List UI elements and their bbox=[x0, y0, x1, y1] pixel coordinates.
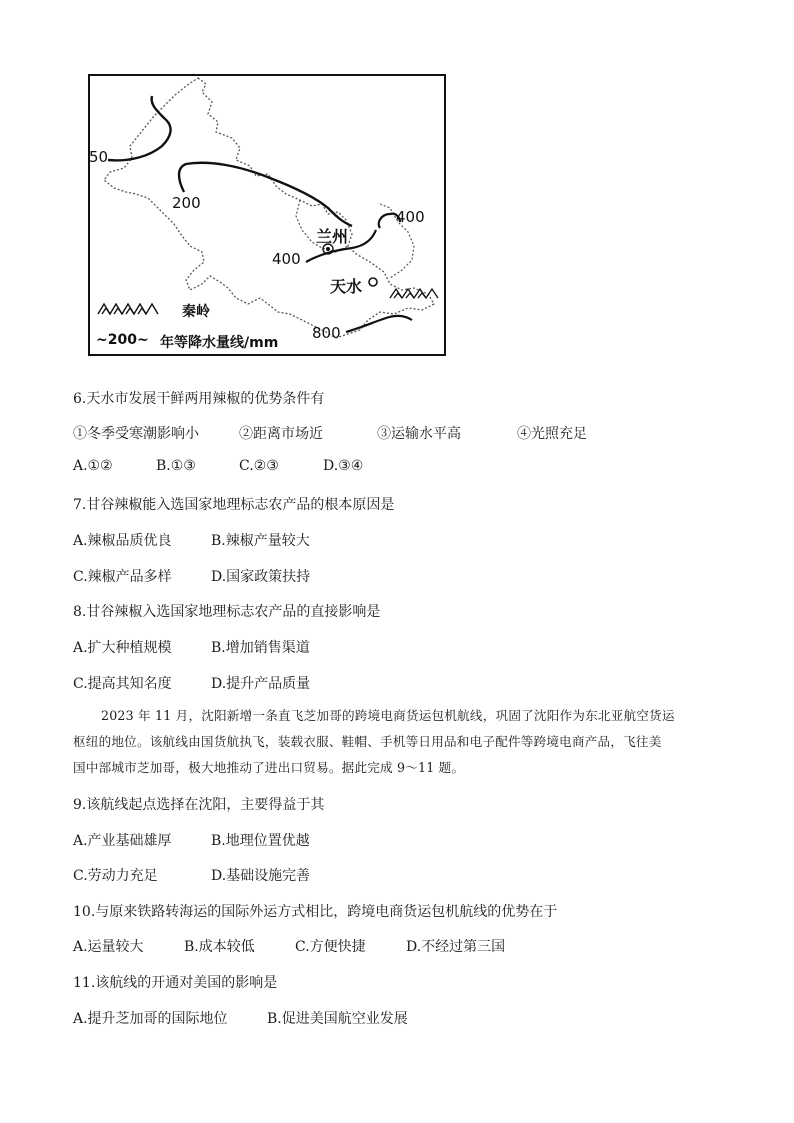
reading-passage bbox=[73, 703, 733, 781]
q7-option-c[interactable]: C.辣椒产品多样 bbox=[73, 569, 172, 585]
q8-option-c[interactable]: C.提高其知名度 bbox=[73, 676, 172, 692]
legend-mountain-symbol bbox=[98, 304, 158, 314]
q7-option-a[interactable]: A.辣椒品质优良 bbox=[73, 533, 172, 549]
isoline-200 bbox=[179, 163, 352, 226]
q6-option-a[interactable]: A.①② bbox=[73, 458, 113, 474]
passage-line-3: 国中部城市芝加哥，极大地推动了进出口贸易。据此完成 9～11 题。 bbox=[73, 760, 465, 775]
question-7-options-row1 bbox=[73, 530, 310, 550]
question-9-stem: 9.该航线起点选择在沈阳，主要得益于其 bbox=[73, 797, 325, 813]
q11-option-a[interactable]: A.提升芝加哥的国际地位 bbox=[73, 1011, 228, 1027]
legend-isoline-label: 年等降水量线/mm bbox=[160, 335, 279, 351]
question-6-items bbox=[73, 423, 587, 443]
question-8-options-row2 bbox=[73, 673, 310, 693]
q8-option-a[interactable]: A.扩大种植规模 bbox=[73, 640, 172, 656]
label-50: 50 bbox=[89, 148, 109, 166]
q6-item-2: ②距离市场近 bbox=[239, 426, 323, 442]
legend-mountain-label: 秦岭 bbox=[182, 304, 210, 320]
map-figure bbox=[88, 74, 446, 356]
label-400-east: 400 bbox=[396, 208, 425, 226]
q6-item-3: ③运输水平高 bbox=[377, 426, 461, 442]
passage-line-2: 枢纽的地位。该航线由国货航执飞，装载衣服、鞋帽、手机等日用品和电子配件等跨境电商产品，飞往美 bbox=[73, 734, 662, 749]
city-lanzhou: 兰州 bbox=[316, 227, 349, 246]
question-9-options-row2 bbox=[73, 865, 310, 885]
q6-option-b[interactable]: B.①③ bbox=[156, 458, 196, 474]
question-8-options-row1 bbox=[73, 637, 310, 657]
question-6-stem: 6.天水市发展干鲜两用辣椒的优势条件有 bbox=[73, 391, 325, 407]
question-11-options bbox=[73, 1008, 408, 1028]
q11-option-b[interactable]: B.促进美国航空业发展 bbox=[267, 1011, 408, 1027]
q7-option-d[interactable]: D.国家政策扶持 bbox=[211, 569, 311, 585]
qinling-mountains bbox=[390, 289, 438, 298]
q10-option-d[interactable]: D.不经过第三国 bbox=[406, 939, 506, 955]
question-7-stem: 7.甘谷辣椒能入选国家地理标志农产品的根本原因是 bbox=[73, 497, 395, 513]
question-11-stem: 11.该航线的开通对美国的影响是 bbox=[73, 975, 278, 991]
q6-option-c[interactable]: C.②③ bbox=[239, 458, 279, 474]
q8-option-b[interactable]: B.增加销售渠道 bbox=[211, 640, 310, 656]
q6-item-1: ①冬季受寒潮影响小 bbox=[73, 426, 199, 442]
gansu-precipitation-map bbox=[90, 76, 444, 354]
isoline-50 bbox=[108, 96, 171, 160]
q9-option-b[interactable]: B.地理位置优越 bbox=[211, 833, 310, 849]
q6-option-d[interactable]: D.③④ bbox=[323, 458, 364, 474]
label-400-west: 400 bbox=[272, 250, 301, 268]
q9-option-d[interactable]: D.基础设施完善 bbox=[211, 868, 311, 884]
label-200: 200 bbox=[172, 194, 201, 212]
question-10-stem: 10.与原来铁路转海运的国际外运方式相比，跨境电商货运包机航线的优势在于 bbox=[73, 904, 558, 920]
q9-option-c[interactable]: C.劳动力充足 bbox=[73, 868, 158, 884]
q10-option-c[interactable]: C.方便快捷 bbox=[295, 939, 366, 955]
question-7-options-row2 bbox=[73, 566, 310, 586]
tianshui-symbol bbox=[369, 278, 377, 286]
question-9-options-row1 bbox=[73, 830, 310, 850]
q6-item-4: ④光照充足 bbox=[517, 426, 587, 442]
q8-option-d[interactable]: D.提升产品质量 bbox=[211, 676, 311, 692]
question-10-options bbox=[73, 936, 505, 956]
province-boundary bbox=[104, 78, 434, 338]
question-8-stem: 8.甘谷辣椒入选国家地理标志农产品的直接影响是 bbox=[73, 604, 381, 620]
label-800: 800 bbox=[312, 324, 341, 342]
city-tianshui: 天水 bbox=[330, 277, 363, 296]
isoline-800 bbox=[346, 316, 412, 332]
q10-option-a[interactable]: A.运量较大 bbox=[73, 939, 144, 955]
q10-option-b[interactable]: B.成本较低 bbox=[184, 939, 255, 955]
question-6-options bbox=[73, 458, 363, 474]
legend-isoline-sample: ~200~ bbox=[96, 332, 149, 348]
q9-option-a[interactable]: A.产业基础雄厚 bbox=[73, 833, 172, 849]
q7-option-b[interactable]: B.辣椒产量较大 bbox=[211, 533, 310, 549]
passage-line-1: 2023 年 11 月，沈阳新增一条直飞芝加哥的跨境电商货运包机航线，巩固了沈阳作为东北亚航空货运 bbox=[101, 708, 675, 723]
